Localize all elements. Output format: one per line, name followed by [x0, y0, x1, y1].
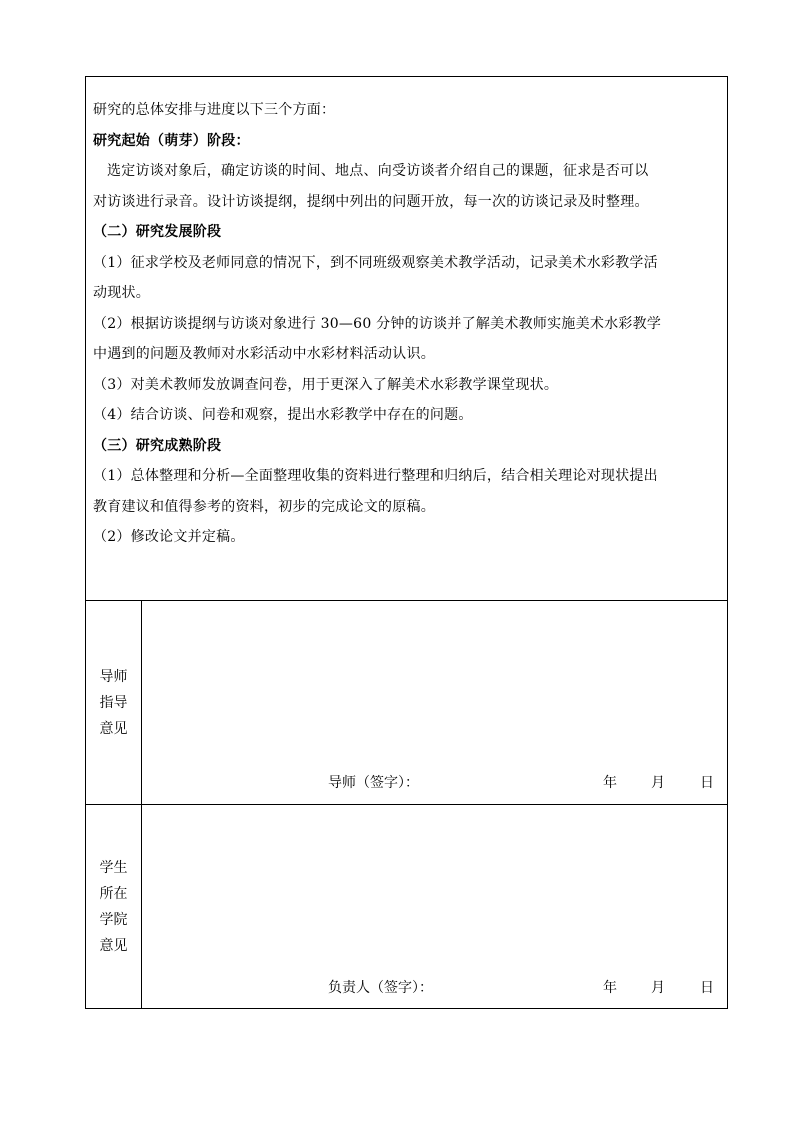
college-date-month: 月	[651, 980, 665, 996]
plan-heading-start: 研究起始（萌芽）阶段：	[93, 132, 250, 149]
research-plan-cell	[86, 77, 727, 601]
plan-line: 研究的总体安排与进度以下三个方面：	[93, 102, 336, 118]
plan-line: 对访谈进行录音。设计访谈提纲，提纲中列出的问题开放，每一次的访谈记录及时整理。	[93, 193, 649, 210]
college-label-part: 意见	[99, 937, 128, 954]
advisor-date-year: 年	[603, 775, 617, 791]
advisor-date-month: 月	[651, 775, 665, 791]
college-label-part: 学生	[99, 859, 128, 876]
plan-line: 选定访谈对象后，确定访谈的时间、地点、向受访谈者介绍自己的课题，征求是否可以	[107, 163, 649, 179]
college-date-day: 日	[700, 980, 714, 996]
plan-heading-development: （二）研究发展阶段	[93, 224, 222, 240]
plan-line: （4）结合访谈、问卷和观察，提出水彩教学中存在的问题。	[93, 407, 473, 423]
college-label-cell	[86, 805, 142, 1008]
plan-line: （3）对美术教师发放调查问卷，用于更深入了解美术水彩教学课堂现状。	[93, 376, 559, 393]
advisor-opinion-row	[86, 601, 727, 805]
advisor-date-day: 日	[700, 775, 714, 791]
college-label	[99, 855, 129, 959]
plan-line: （2）修改论文并定稿。	[93, 529, 245, 545]
college-signature-label: 负责人（签字）：	[328, 980, 433, 996]
proposal-form-table	[85, 76, 728, 1009]
plan-line: 动现状。	[93, 285, 150, 301]
plan-heading-maturity: （三）研究成熟阶段	[93, 437, 222, 454]
plan-line: （1）征求学校及老师同意的情况下，到不同班级观察美术教学活动，记录美术水彩教学活	[93, 254, 658, 271]
advisor-label-part: 意见	[99, 720, 128, 737]
advisor-label-part: 导师	[99, 668, 128, 685]
advisor-label-part: 指导	[99, 694, 128, 711]
college-opinion-field[interactable]	[142, 805, 727, 1008]
plan-line: （1）总体整理和分析—全面整理收集的资料进行整理和归纳后，结合相关理论对现状提出	[93, 468, 658, 484]
plan-line: 中遇到的问题及教师对水彩活动中水彩材料活动认识。	[93, 346, 435, 362]
college-opinion-row	[86, 805, 727, 1008]
advisor-label-cell	[86, 601, 142, 804]
plan-line: 教育建议和值得参考的资料，初步的完成论文的原稿。	[93, 498, 435, 515]
college-label-part: 所在	[99, 885, 128, 902]
advisor-label	[99, 664, 129, 742]
advisor-opinion-field[interactable]	[142, 601, 727, 804]
college-date-year: 年	[603, 980, 617, 996]
advisor-signature-label: 导师（签字）：	[328, 775, 419, 791]
college-label-part: 学院	[99, 911, 128, 928]
plan-line: （2）根据访谈提纲与访谈对象进行 30—60 分钟的访谈并了解美术教师实施美术水彩教学	[93, 315, 662, 332]
